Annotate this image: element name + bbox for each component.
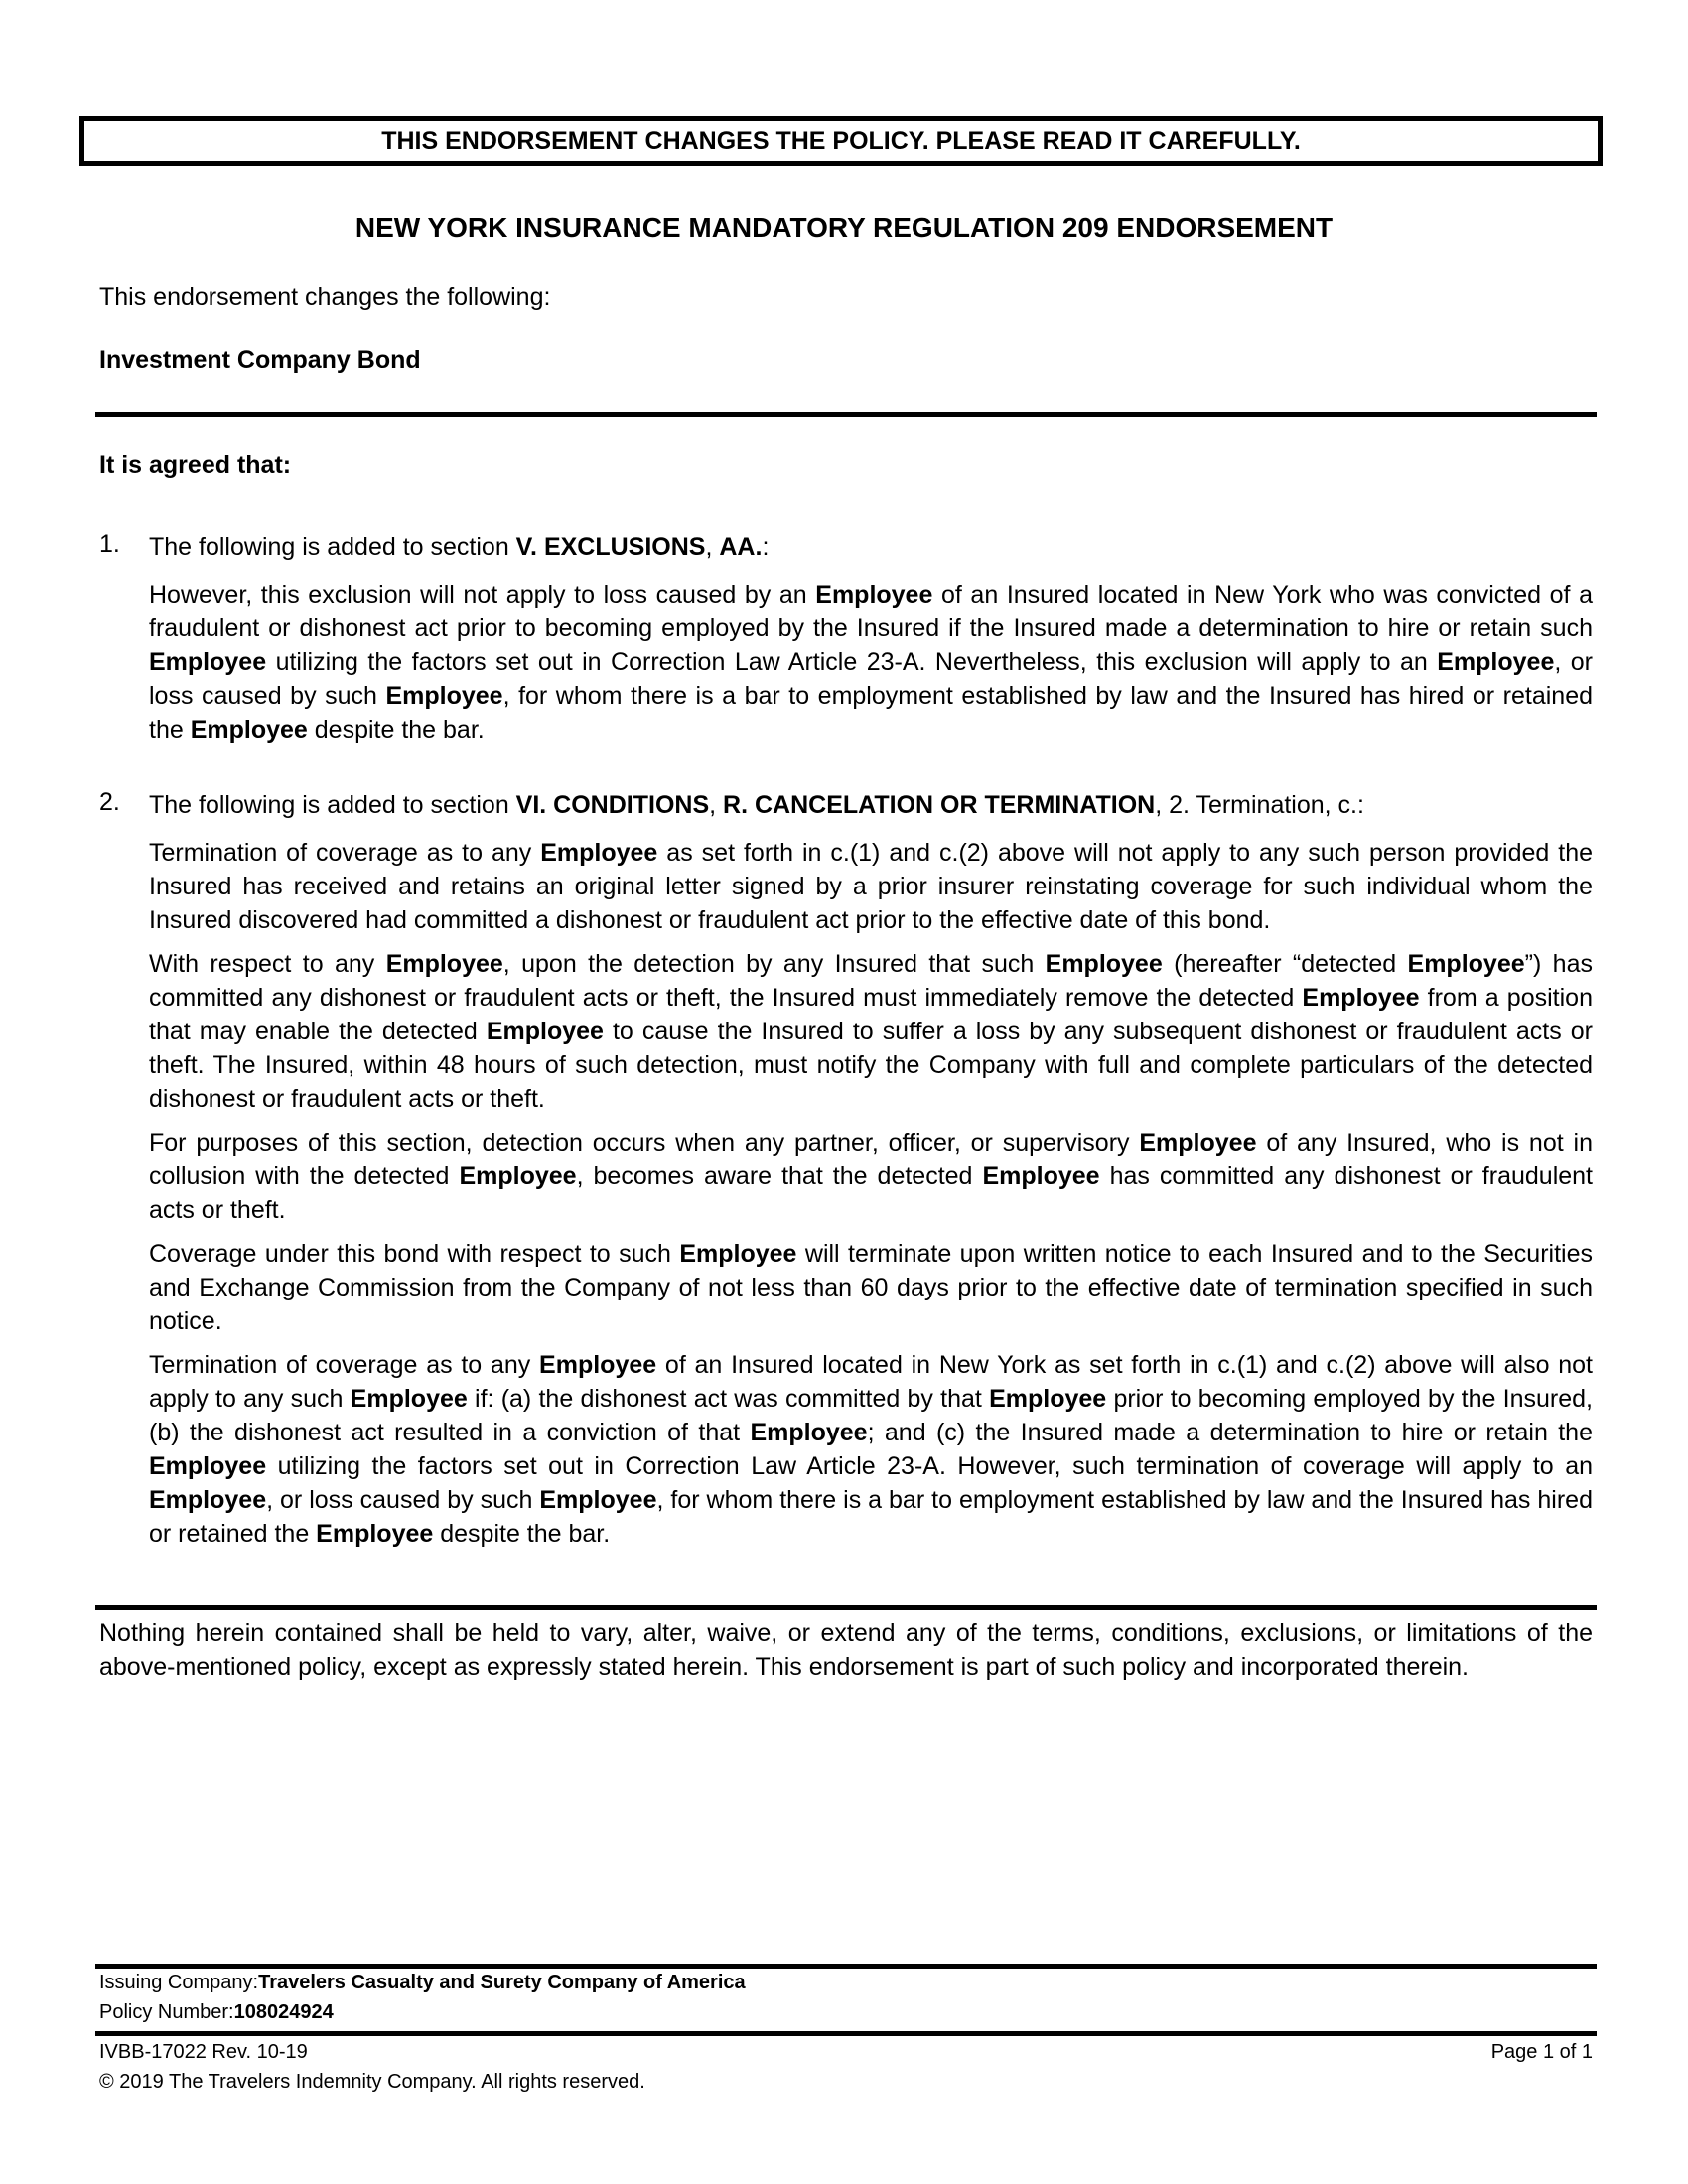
bold-term: Employee <box>190 716 308 744</box>
text-run: despite the bar. <box>433 1520 611 1548</box>
text-run: despite the bar. <box>307 716 485 744</box>
text-run: Termination of coverage as to any <box>149 839 541 867</box>
bold-term: Employee <box>1139 1129 1257 1157</box>
item-body <box>149 530 1593 747</box>
list-item-1 <box>99 530 1593 756</box>
text-run: of an Insured located in New York as set forth in c.(1) and c.(2) above will also not apply to any such <box>149 1351 1593 1413</box>
text-run: The following is added to section <box>149 791 516 819</box>
bold-term: Employee <box>679 1240 797 1268</box>
issuing-company <box>99 1968 746 1997</box>
footer-divider <box>95 2031 1597 2036</box>
text-run: will terminate upon written notice to each Insured and to the Securities and Exchange Commission from the Company of not less than 60 days prior to the effective date of termination specified in such notice. <box>149 1240 1593 1335</box>
bold-term: Employee <box>982 1162 1100 1190</box>
paragraph <box>149 947 1593 1116</box>
page-title: NEW YORK INSURANCE MANDATORY REGULATION 209 ENDORSEMENT <box>354 212 1334 243</box>
form-name: Investment Company Bond <box>99 346 421 374</box>
text-run: , for whom there is a bar to employment established by law and the Insured has hired or retained the <box>149 1486 1593 1548</box>
bold-term: Employee <box>385 682 503 710</box>
issuing-value: Travelers Casualty and Surety Company of America <box>258 1972 746 1993</box>
list-item-2 <box>99 788 1593 1561</box>
divider <box>95 412 1597 417</box>
text-run: to cause the Insured to suffer a loss by any subsequent dishonest or fraudulent acts or theft. The Insured, within 48 hours of such detection, must notify the Company with full and complete particulars of the detected dishonest or fraudulent acts or theft. <box>149 1018 1593 1113</box>
paragraph <box>149 836 1593 937</box>
text-run: if: (a) the dishonest act was committed by that <box>467 1385 990 1413</box>
bold-term: Employee <box>1407 950 1525 978</box>
bold-term: R. CANCELATION OR TERMINATION <box>723 791 1156 819</box>
text-run: Termination of coverage as to any <box>149 1351 540 1379</box>
notice-banner: THIS ENDORSEMENT CHANGES THE POLICY. PLEASE READ IT CAREFULLY. <box>79 116 1603 166</box>
text-run: Coverage under this bond with respect to such <box>149 1240 680 1268</box>
bold-term: Employee <box>539 1486 657 1514</box>
text-run: , or loss caused by such <box>266 1486 540 1514</box>
bold-term: Employee <box>350 1385 468 1413</box>
bold-term: VI. CONDITIONS <box>515 791 710 819</box>
paragraph <box>149 1237 1593 1338</box>
text-run: , <box>705 533 720 561</box>
item-body <box>149 788 1593 1551</box>
bold-term: Employee <box>750 1419 868 1446</box>
bold-term: Employee <box>149 648 267 676</box>
text-run: utilizing the factors set out in Correction Law Article 23-A. Nevertheless, this exclusion will apply to an <box>266 648 1438 676</box>
text-run: of any Insured, who is not in collusion with the detected <box>149 1129 1593 1190</box>
text-run: utilizing the factors set out in Correction Law Article 23-A. However, such termination of coverage will apply to an <box>266 1452 1593 1480</box>
bold-term: Employee <box>459 1162 577 1190</box>
text-run: (hereafter “detected <box>1162 950 1408 978</box>
item-number: 2. <box>99 788 120 816</box>
divider <box>95 1605 1597 1610</box>
agreed-heading: It is agreed that: <box>99 451 292 478</box>
policy-number <box>99 1997 334 2027</box>
policy-value: 108024924 <box>233 2001 334 2023</box>
bold-term: Employee <box>1437 648 1555 676</box>
text-run: , becomes aware that the detected <box>576 1162 983 1190</box>
item-lead <box>149 530 1593 564</box>
bold-term: Employee <box>316 1520 434 1548</box>
copyright: © 2019 The Travelers Indemnity Company. All rights reserved. <box>99 2071 645 2093</box>
page-number: Page 1 of 1 <box>1490 2041 1593 2063</box>
paragraph <box>149 1126 1593 1227</box>
bold-term: Employee <box>989 1385 1107 1413</box>
text-run: , or loss caused by such <box>149 648 1593 710</box>
text-run: ; and (c) the Insured made a determination to hire or retain the <box>867 1419 1593 1446</box>
item-number: 1. <box>99 530 120 558</box>
text-run: from a position that may enable the detected <box>149 984 1593 1045</box>
changes-intro: This endorsement changes the following: <box>99 283 551 311</box>
bold-term: Employee <box>815 581 933 609</box>
bold-term: Employee <box>539 1351 657 1379</box>
text-run: The following is added to section <box>149 533 516 561</box>
closing-paragraph <box>99 1616 1593 1694</box>
bold-term: Employee <box>486 1018 604 1045</box>
text-run: , for whom there is a bar to employment established by law and the Insured has hired or retained the <box>149 682 1593 744</box>
text-run: prior to becoming employed by the Insured, (b) the dishonest act resulted in a conviction of that <box>149 1385 1593 1446</box>
bold-term: Employee <box>540 839 658 867</box>
bold-term: Employee <box>1045 950 1163 978</box>
issuing-label: Issuing Company: <box>99 1972 259 1993</box>
bold-term: Employee <box>385 950 503 978</box>
bold-term: AA. <box>719 533 763 561</box>
policy-label: Policy Number: <box>99 2001 234 2023</box>
text-run: With respect to any <box>149 950 386 978</box>
form-number: IVBB-17022 Rev. 10-19 <box>99 2041 308 2063</box>
paragraph <box>149 1348 1593 1551</box>
bold-term: Employee <box>1302 984 1420 1012</box>
text-run: as set forth in c.(1) and c.(2) above will not apply to any such person provided the Insured has received and retains an original letter signed by a prior insurer reinstating coverage for such individual whom the Insured discovered had committed a dishonest or fraudulent act prior to the effective date of this bond. <box>149 839 1593 934</box>
text-run: of an Insured located in New York who was convicted of a fraudulent or dishonest act prior to becoming employed by the Insured if the Insured made a determination to hire or retain such <box>149 581 1593 642</box>
text-run: has committed any dishonest or fraudulent acts or theft. <box>149 1162 1594 1224</box>
text-run: : <box>762 533 770 561</box>
bold-term: Employee <box>149 1452 267 1480</box>
bold-term: V. EXCLUSIONS <box>515 533 706 561</box>
text-run: , 2. Termination, c.: <box>1155 791 1364 819</box>
closing-text: Nothing herein contained shall be held to vary, alter, waive, or extend any of the terms, conditions, exclusions, or limitations of the above-mentioned policy, except as expressly stated herein. This endorsement is part of such policy and incorporated therein. <box>99 1619 1593 1681</box>
item-lead <box>149 788 1593 822</box>
bold-term: Employee <box>149 1486 267 1514</box>
text-run: However, this exclusion will not apply to loss caused by an <box>149 581 816 609</box>
text-run: For purposes of this section, detection occurs when any partner, officer, or supervisory <box>149 1129 1140 1157</box>
text-run: ”) has committed any dishonest or fraudulent acts or theft, the Insured must immediately remove the detected <box>149 950 1593 1012</box>
paragraph <box>149 578 1593 747</box>
text-run: , upon the detection by any Insured that such <box>502 950 1046 978</box>
text-run: , <box>709 791 724 819</box>
